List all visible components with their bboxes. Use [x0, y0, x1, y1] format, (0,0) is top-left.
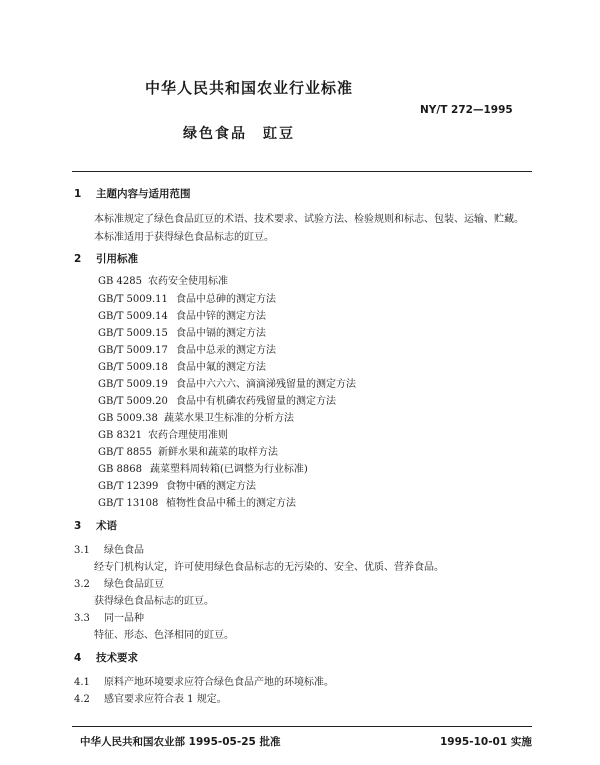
reference-item: GB/T 12399 食物中硒的测定方法 — [98, 481, 256, 492]
term-3-2-definition: 获得绿色食品标志的豇豆。 — [94, 596, 214, 607]
standard-number: NY/T 272—1995 — [420, 104, 513, 116]
section-1-paragraph-1: 本标准规定了绿色食品豇豆的术语、技术要求、试验方法、检验规则和标志、包装、运输、贮藏。 — [94, 214, 524, 225]
reference-item: GB/T 5009.17 食品中总汞的测定方法 — [98, 345, 276, 356]
section-3-heading: 3 术语 — [74, 520, 117, 532]
reference-item: GB/T 5009.20 食品中有机磷农药残留量的测定方法 — [98, 396, 336, 407]
term-3-3-heading: 3.3 同一品种 — [74, 613, 144, 624]
reference-item: GB 4285 农药安全使用标准 — [98, 276, 228, 287]
reference-item: GB 5009.38 蔬菜水果卫生标准的分析方法 — [98, 413, 294, 424]
reference-item: GB/T 5009.11 食品中总砷的测定方法 — [98, 294, 276, 305]
page-title: 绿色食品 豇豆 — [183, 126, 295, 142]
header-rule — [72, 171, 532, 172]
reference-item: GB/T 5009.14 食品中锌的测定方法 — [98, 311, 266, 322]
reference-item: GB 8321 农药合理使用准则 — [98, 430, 228, 441]
section-4-heading: 4 技术要求 — [74, 652, 138, 664]
section-1-paragraph-2: 本标准适用于获得绿色食品标志的豇豆。 — [94, 232, 274, 243]
org-title: 中华人民共和国农业行业标准 — [145, 79, 354, 97]
effective-date: 1995-10-01 实施 — [440, 736, 532, 748]
reference-item: GB/T 8855 新鲜水果和蔬菜的取样方法 — [98, 447, 278, 458]
reference-item: GB/T 5009.15 食品中镉的测定方法 — [98, 328, 266, 339]
item-4-1: 4.1 原料产地环境要求应符合绿色食品产地的环境标准。 — [74, 677, 334, 688]
reference-item: GB/T 5009.19 食品中六六六、滴滴涕残留量的测定方法 — [98, 379, 356, 390]
item-4-2: 4.2 感官要求应符合表 1 规定。 — [74, 694, 227, 705]
section-2-heading: 2 引用标准 — [74, 253, 138, 265]
section-1-heading: 1 主题内容与适用范围 — [74, 188, 191, 200]
footer-rule — [72, 726, 532, 727]
term-3-1-heading: 3.1 绿色食品 — [74, 545, 144, 556]
reference-item: GB 8868 蔬菜塑料周转箱(已调整为行业标准) — [98, 464, 308, 475]
reference-item: GB/T 5009.18 食品中氟的测定方法 — [98, 362, 266, 373]
term-3-1-definition: 经专门机构认定，许可使用绿色食品标志的无污染的、安全、优质、营养食品。 — [94, 562, 444, 573]
issuer-approval: 中华人民共和国农业部 1995-05-25 批准 — [80, 736, 281, 748]
reference-item: GB/T 13108 植物性食品中稀土的测定方法 — [98, 498, 296, 509]
term-3-2-heading: 3.2 绿色食品豇豆 — [74, 579, 164, 590]
term-3-3-definition: 特征、形态、色泽相同的豇豆。 — [94, 630, 234, 641]
